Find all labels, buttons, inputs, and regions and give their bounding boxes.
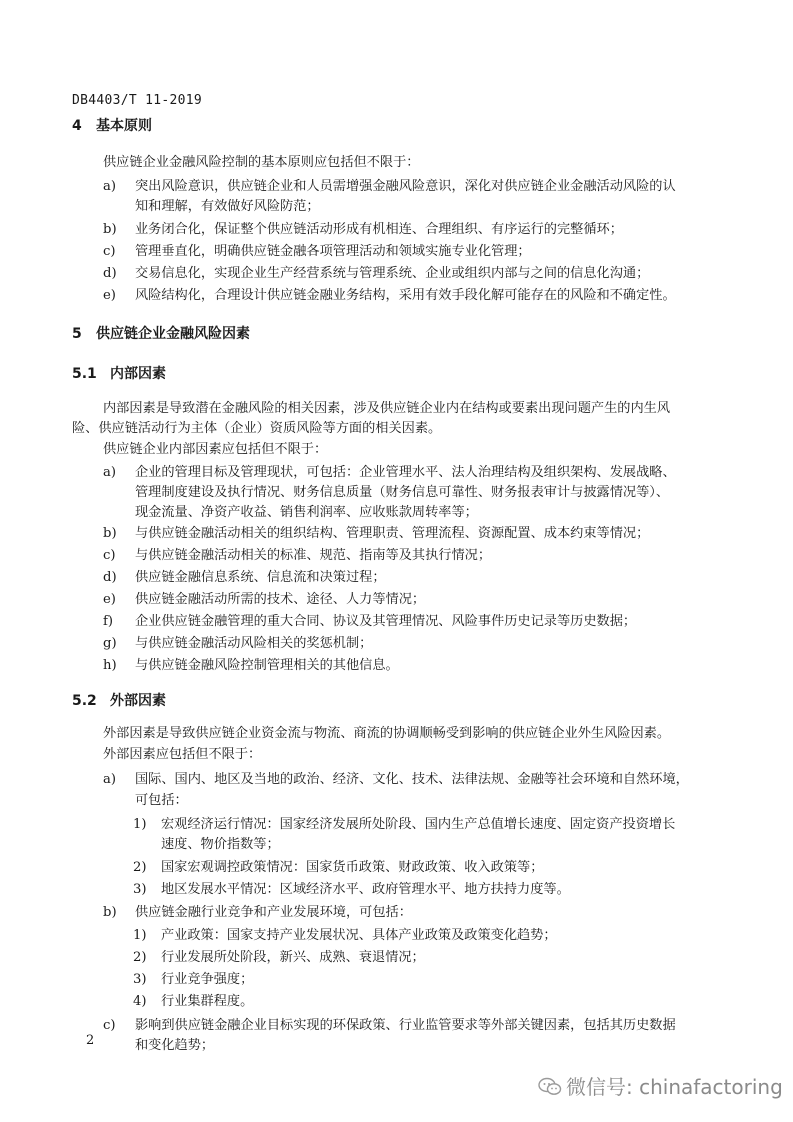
item-label: 1) bbox=[133, 817, 147, 832]
item-label: 2) bbox=[133, 860, 147, 875]
list-item bbox=[103, 524, 649, 544]
item-text: 与供应链金融活动相关的标准、规范、指南等及其执行情况； bbox=[135, 548, 492, 563]
item-text-continuation: 和变化趋势； bbox=[135, 1038, 215, 1053]
item-text-continuation: 现金流量、净资产收益、销售利润率、应收账款周转率等； bbox=[135, 505, 478, 520]
section-number: 5 bbox=[72, 326, 82, 342]
item-label: 1) bbox=[133, 928, 147, 943]
item-text: 行业集群程度。 bbox=[161, 994, 254, 1009]
paragraph-line: 内部因素是导致潜在金融风险的相关因素，涉及供应链企业内在结构或要素出现问题产生的内生风 bbox=[103, 401, 671, 416]
section-4-heading bbox=[72, 115, 152, 135]
section-5-2-heading bbox=[72, 690, 166, 710]
item-text: 管理垂直化，明确供应链金融各项管理活动和领域实施专业化管理； bbox=[135, 244, 531, 259]
item-text: 行业竞争强度； bbox=[161, 972, 254, 987]
section-5-1-heading bbox=[72, 363, 166, 383]
watermark bbox=[538, 1071, 783, 1100]
item-text: 宏观经济运行情况：国家经济发展所处阶段、国内生产总值增长速度、固定资产投资增长 bbox=[161, 817, 676, 832]
list-item bbox=[103, 612, 636, 632]
page-number: 2 bbox=[86, 1033, 95, 1048]
item-label: h) bbox=[103, 658, 117, 673]
item-label: a) bbox=[103, 179, 117, 194]
item-text: 交易信息化，实现企业生产经营系统与管理系统、企业或组织内部与之间的信息化沟通； bbox=[135, 266, 650, 281]
item-text: 国家宏观调控政策情况：国家货币政策、财政政策、收入政策等； bbox=[161, 860, 544, 875]
sub-list-item bbox=[133, 948, 425, 968]
list-item bbox=[103, 770, 689, 790]
section-number: 5.1 bbox=[72, 366, 97, 382]
section-title: 外部因素 bbox=[110, 693, 166, 709]
section-5-1-intro: 供应链企业内部因素应包括但不限于： bbox=[103, 442, 328, 457]
item-label: g) bbox=[103, 636, 117, 651]
paragraph-line: 险、供应链活动行为主体（企业）资质风险等方面的相关因素。 bbox=[72, 421, 442, 436]
list-item bbox=[103, 220, 623, 240]
item-label: b) bbox=[103, 222, 117, 237]
item-label: b) bbox=[103, 905, 117, 920]
item-label: 2) bbox=[133, 950, 147, 965]
item-text: 国际、国内、地区及当地的政治、经济、文化、技术、法律法规、金融等社会环境和自然环境， bbox=[135, 772, 689, 787]
item-label: 3) bbox=[133, 972, 147, 987]
item-text: 与供应链金融风险控制管理相关的其他信息。 bbox=[135, 658, 399, 673]
item-text-continuation: 管理制度建设及执行情况、财务信息质量（财务信息可靠性、财务报表审计与披露情况等）、 bbox=[135, 485, 670, 500]
item-text: 影响到供应链金融企业目标实现的环保政策、行业监管要求等外部关键因素，包括其历史数据 bbox=[135, 1018, 676, 1033]
item-text: 行业发展所处阶段，新兴、成熟、衰退情况； bbox=[161, 950, 425, 965]
item-text: 产业政策：国家支持产业发展状况、具体产业政策及政策变化趋势； bbox=[161, 928, 557, 943]
list-item bbox=[103, 264, 649, 284]
section-title: 基本原则 bbox=[96, 118, 152, 134]
item-label: c) bbox=[103, 244, 116, 259]
sub-list-item bbox=[133, 970, 253, 990]
list-item bbox=[103, 903, 412, 923]
document-code: DB4403/T 11-2019 bbox=[72, 93, 203, 108]
list-item bbox=[103, 590, 425, 610]
list-item bbox=[103, 546, 491, 566]
sub-list-item bbox=[133, 880, 570, 900]
list-item bbox=[103, 463, 676, 483]
item-label: d) bbox=[103, 570, 117, 585]
item-label: e) bbox=[103, 592, 116, 607]
section-number: 5.2 bbox=[72, 693, 97, 709]
item-text: 业务闭合化，保证整个供应链活动形成有机相连、合理组织、有序运行的完整循环； bbox=[135, 222, 623, 237]
list-item bbox=[103, 286, 676, 306]
list-item bbox=[103, 656, 399, 676]
list-item bbox=[103, 177, 676, 197]
item-label: f) bbox=[103, 614, 114, 629]
item-text-continuation: 可包括： bbox=[135, 793, 188, 808]
list-item bbox=[103, 1016, 676, 1036]
item-text: 与供应链金融活动相关的组织结构、管理职责、管理流程、资源配置、成本约束等情况； bbox=[135, 526, 650, 541]
sub-list-item bbox=[133, 815, 675, 835]
list-item bbox=[103, 568, 386, 588]
item-text: 地区发展水平情况：区域经济水平、政府管理水平、地方扶持力度等。 bbox=[161, 882, 570, 897]
section-title: 内部因素 bbox=[110, 366, 166, 382]
sub-list-item bbox=[133, 992, 253, 1012]
item-text: 供应链金融行业竞争和产业发展环境，可包括： bbox=[135, 905, 412, 920]
item-text-continuation: 知和理解，有效做好风险防范； bbox=[135, 199, 320, 214]
item-label: b) bbox=[103, 526, 117, 541]
item-label: e) bbox=[103, 288, 116, 303]
item-label: d) bbox=[103, 266, 117, 281]
sub-list-item bbox=[133, 858, 543, 878]
item-text: 与供应链金融活动风险相关的奖惩机制； bbox=[135, 636, 373, 651]
section-5-heading bbox=[72, 323, 250, 343]
item-text: 突出风险意识，供应链企业和人员需增强金融风险意识，深化对供应链企业金融活动风险的认 bbox=[135, 179, 676, 194]
section-title: 供应链企业金融风险因素 bbox=[96, 326, 250, 342]
item-text: 风险结构化，合理设计供应链金融业务结构，采用有效手段化解可能存在的风险和不确定性。 bbox=[135, 288, 676, 303]
watermark-text: 微信号: chinafactoring bbox=[566, 1075, 783, 1099]
item-label: c) bbox=[103, 1018, 116, 1033]
list-item bbox=[103, 634, 372, 654]
section-4-intro: 供应链企业金融风险控制的基本原则应包括但不限于： bbox=[103, 155, 420, 170]
item-label: c) bbox=[103, 548, 116, 563]
sub-list-item bbox=[133, 926, 557, 946]
item-text: 供应链金融活动所需的技术、途径、人力等情况； bbox=[135, 592, 426, 607]
item-label: 3) bbox=[133, 882, 147, 897]
item-text: 企业供应链金融管理的重大合同、协议及其管理情况、风险事件历史记录等历史数据； bbox=[135, 614, 637, 629]
item-label: 4) bbox=[133, 994, 147, 1009]
item-text: 供应链金融信息系统、信息流和决策过程； bbox=[135, 570, 386, 585]
section-5-2-intro: 外部因素应包括但不限于： bbox=[103, 747, 262, 762]
list-item bbox=[103, 242, 531, 262]
item-label: a) bbox=[103, 465, 117, 480]
item-text-continuation: 速度、物价指数等； bbox=[161, 837, 280, 852]
item-text: 企业的管理目标及管理现状，可包括：企业管理水平、法人治理结构及组织架构、发展战略、 bbox=[135, 465, 676, 480]
section-number: 4 bbox=[72, 118, 82, 134]
paragraph-line: 外部因素是导致供应链企业资金流与物流、商流的协调顺畅受到影响的供应链企业外生风险因素。 bbox=[103, 726, 671, 741]
item-label: a) bbox=[103, 772, 117, 787]
wechat-icon bbox=[538, 1077, 562, 1097]
